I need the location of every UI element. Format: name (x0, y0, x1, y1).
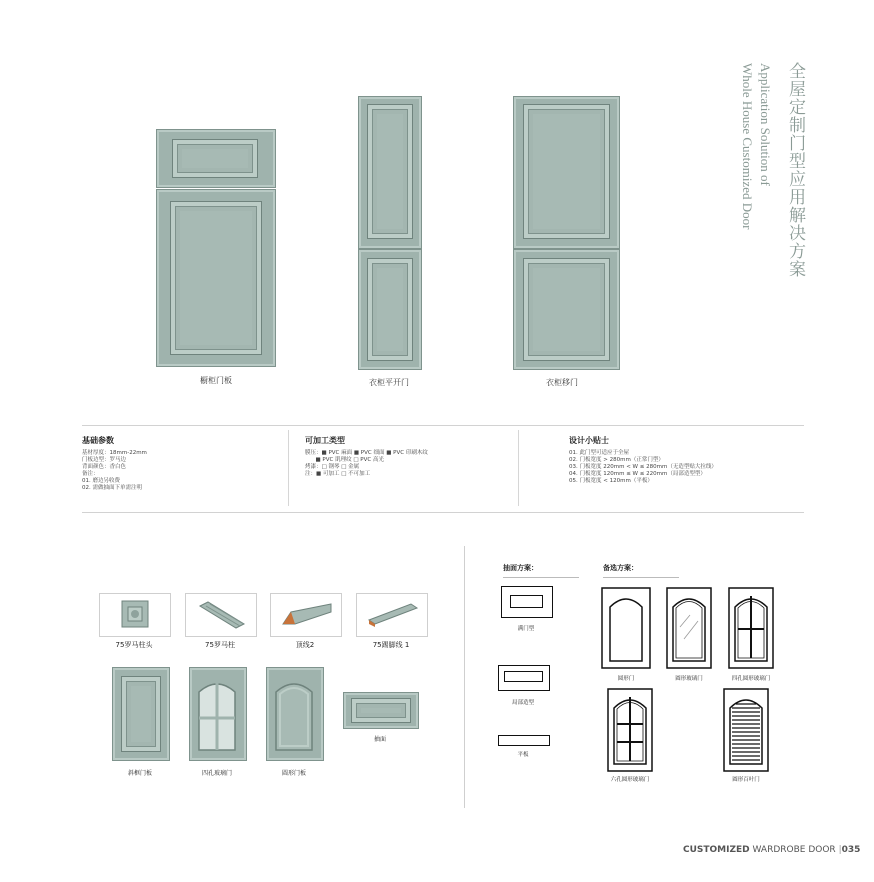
page-number: 035 (841, 845, 861, 855)
arched-door-drawing (601, 587, 651, 669)
alt-plan-heading: 备选方案： (603, 564, 638, 572)
variant-caption-4: 抽面 (373, 736, 386, 743)
variant-caption-2: 四孔玻璃门 (201, 770, 232, 777)
variant-caption-1: 斜框门板 (127, 770, 152, 777)
info-divider-2 (518, 430, 519, 506)
lower-divider (464, 546, 465, 808)
footer-rest: WARDROBE DOOR (752, 845, 836, 855)
top-molding-caption: 顶线2 (295, 641, 315, 649)
alt-caption-3: 四孔圆形玻璃门 (731, 676, 771, 682)
info-bottom-rule (82, 512, 804, 513)
roman-capital-thumb (99, 593, 171, 637)
louver-door-drawing (723, 688, 769, 772)
title-en-2: Whole House Customized Door (740, 63, 755, 230)
title-cn: 全屋定制门型应用解决方案 (785, 62, 805, 278)
four-pane-glass-door-drawing (728, 587, 774, 669)
drawer-plan-heading: 抽面方案： (503, 564, 538, 572)
title-en-1: Application Solution of (758, 63, 773, 186)
baseboard-thumb (356, 593, 428, 637)
six-pane-glass-door-drawing (607, 688, 653, 772)
drawer-plan-full (501, 586, 553, 618)
variant-caption-3: 圆形门板 (281, 770, 306, 777)
alt-caption-5: 圆形百叶门 (732, 777, 760, 783)
info-top-rule (82, 425, 804, 426)
footer-bold: CUSTOMIZED (683, 845, 750, 855)
roman-capital-caption: 75罗马柱头 (115, 641, 153, 649)
tips-heading: 设计小贴士 (569, 436, 609, 445)
baseboard-caption: 75踢脚线 1 (372, 641, 410, 649)
sliding-door-caption: 衣柜移门 (546, 378, 578, 387)
alt-caption-2: 圆形玻璃门 (675, 676, 703, 682)
drawer-plan-partial (498, 665, 550, 691)
kitchen-door-caption: 橱柜门板 (200, 376, 232, 385)
drawer-plan-flat (498, 735, 550, 746)
swing-door-caption: 衣柜平开门 (369, 378, 409, 387)
drawer-plan-rule (503, 577, 579, 578)
info-divider-1 (288, 430, 289, 506)
footer: CUSTOMIZED WARDROBE DOOR |035 (683, 845, 861, 855)
basic-heading: 基础参数 (82, 436, 114, 445)
roman-column-caption: 75罗马柱 (205, 641, 235, 649)
roman-column-thumb (185, 593, 257, 637)
drawer-plan-caption-3: 平板 (517, 752, 529, 758)
process-heading: 可加工类型 (305, 436, 345, 445)
alt-plan-rule (603, 577, 679, 578)
drawer-plan-caption-2: 局部造型 (511, 700, 534, 706)
top-molding-thumb (270, 593, 342, 637)
alt-caption-4: 六孔圆形玻璃门 (610, 777, 650, 783)
arched-glass-door-drawing (666, 587, 712, 669)
drawer-plan-caption-1: 满门型 (517, 626, 535, 632)
alt-caption-1: 圆形门 (617, 676, 635, 682)
